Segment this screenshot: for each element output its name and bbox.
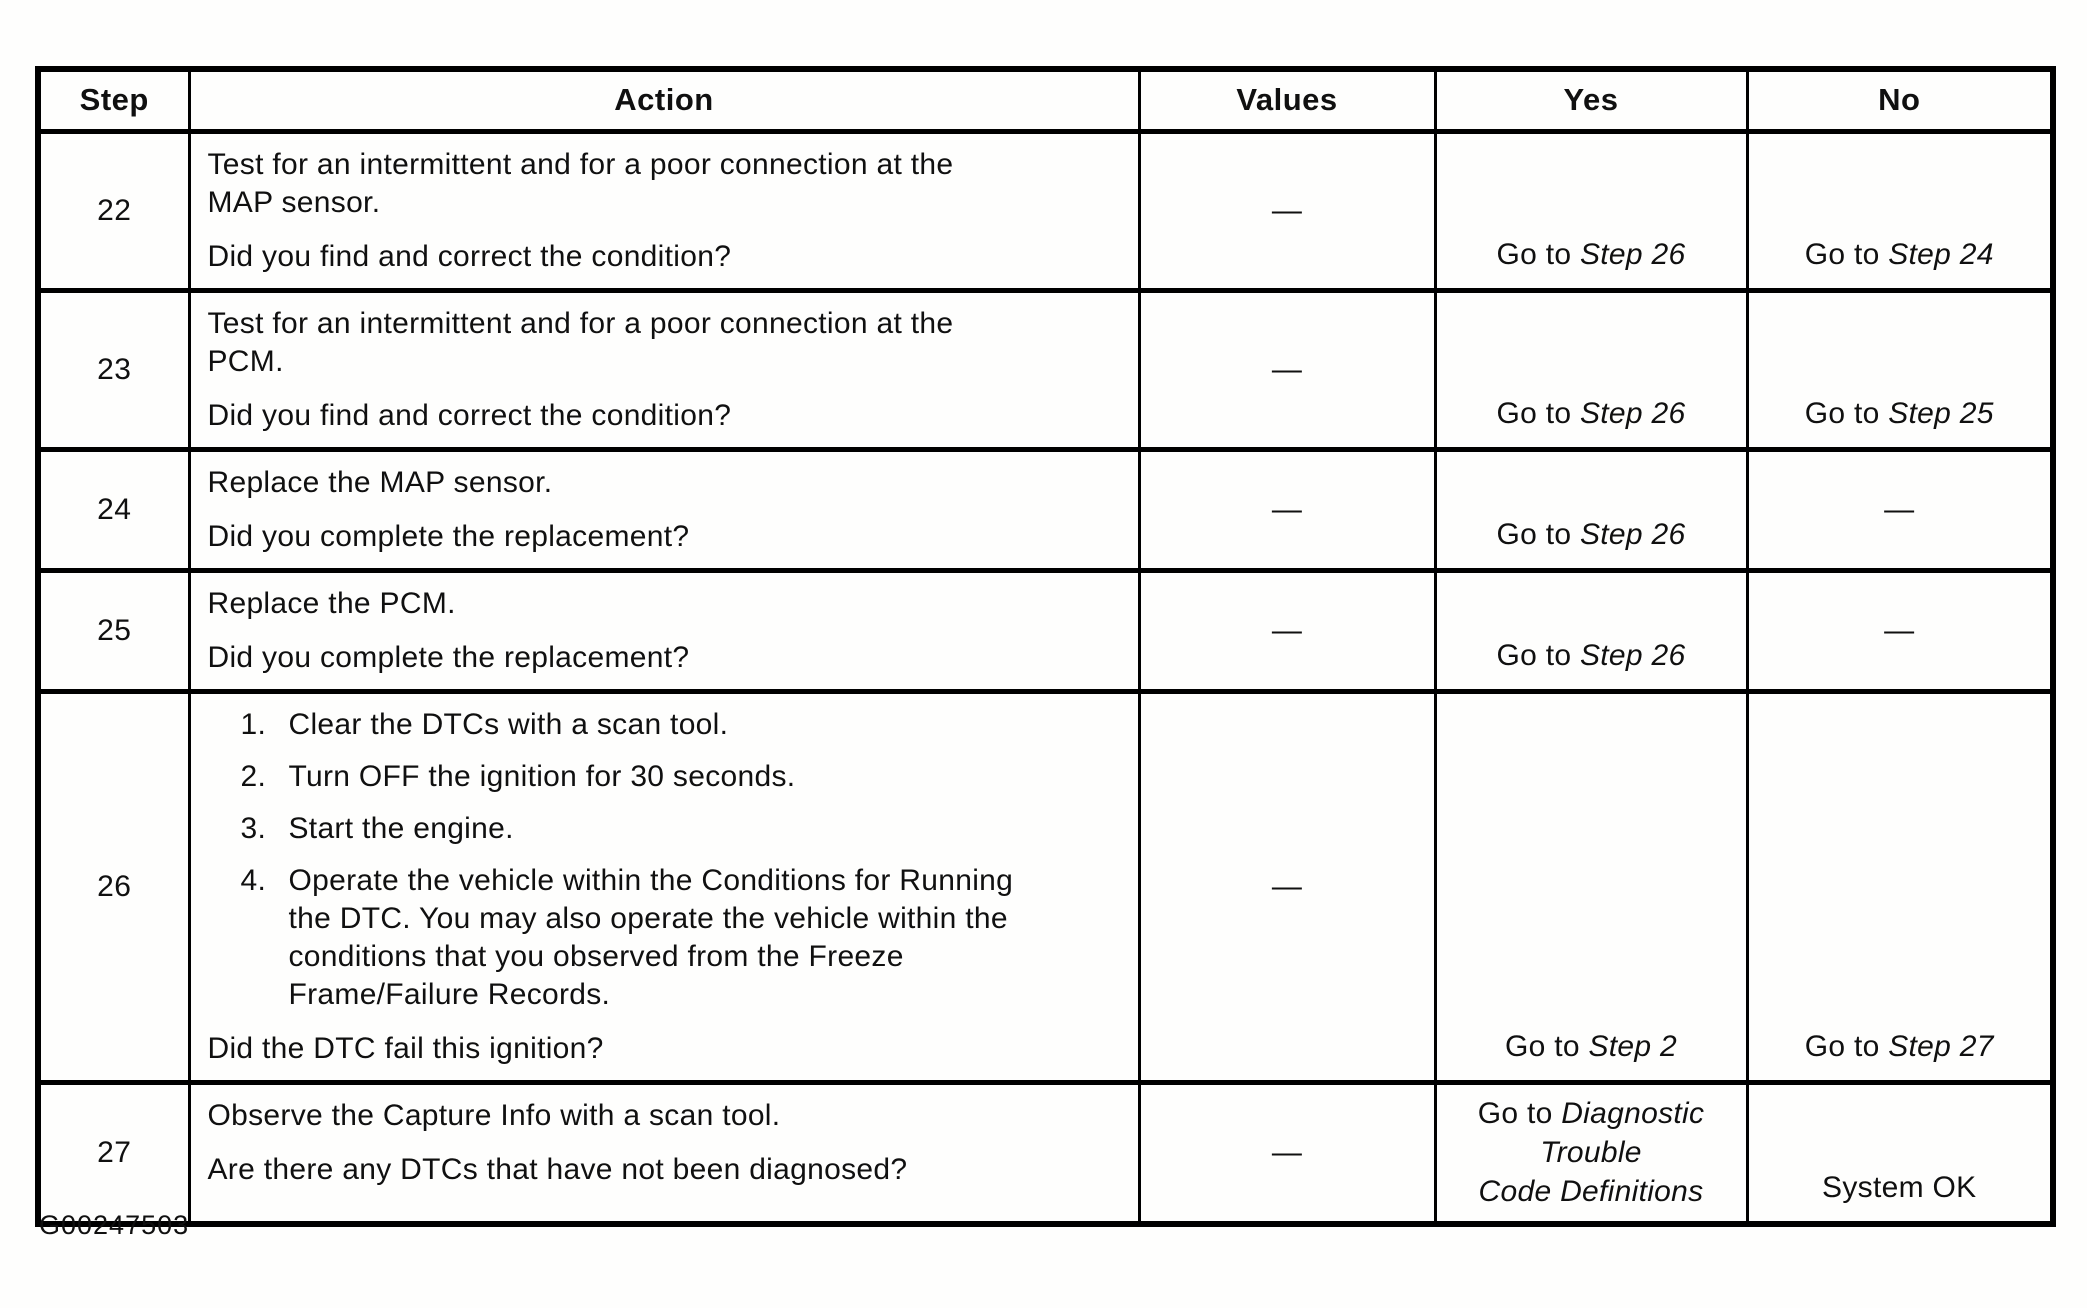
action-cell [189, 290, 1139, 449]
action-paragraph: Did you find and correct the condition? [207, 398, 732, 432]
table-row-step-25 [38, 570, 2053, 691]
action-paragraph: Observe the Capture Info with a scan tool. [207, 1098, 781, 1132]
table-body [38, 131, 2053, 1224]
list-item: 2. Turn OFF the ignition for 30 seconds. [240, 759, 796, 793]
values-cell: — [1139, 449, 1435, 570]
action-paragraph: Did the DTC fail this ignition? [207, 1031, 604, 1065]
yes-cell: Go to Step 26 [1435, 570, 1747, 691]
list-item: 3. Start the engine. [240, 811, 514, 845]
table-header [38, 69, 2053, 131]
yes-cell: Go to Step 2 [1435, 691, 1747, 1082]
action-cell [189, 131, 1139, 290]
step-number: 22 [38, 131, 189, 290]
yes-cell: Go to Step 26 [1435, 290, 1747, 449]
values-cell: — [1139, 290, 1435, 449]
table-row-step-26 [38, 691, 2053, 1082]
column-header-step: Step [38, 69, 189, 131]
action-numbered-list [241, 706, 1122, 1014]
action-cell [189, 570, 1139, 691]
table-row-step-22 [38, 131, 2053, 290]
yes-cell: Go to Step 26 [1435, 449, 1747, 570]
action-paragraph: Test for an intermittent and for a poor connection at the MAP sensor. [207, 147, 954, 219]
values-cell: — [1139, 570, 1435, 691]
no-cell: Go to Step 25 [1747, 290, 2053, 449]
action-paragraph: Replace the PCM. [207, 586, 456, 620]
action-cell [189, 449, 1139, 570]
step-number: 25 [38, 570, 189, 691]
diagnostic-table [35, 66, 2056, 1227]
action-paragraph: Test for an intermittent and for a poor connection at the PCM. [207, 306, 954, 378]
values-cell: — [1139, 131, 1435, 290]
table-row-step-23 [38, 290, 2053, 449]
values-cell: — [1139, 1082, 1435, 1224]
table-row-step-27 [38, 1082, 2053, 1224]
action-paragraph: Did you find and correct the condition? [207, 239, 732, 273]
step-number: 27 [38, 1082, 189, 1224]
action-paragraph: Replace the MAP sensor. [207, 465, 553, 499]
action-paragraph: Did you complete the replacement? [207, 519, 690, 553]
yes-cell: Go to Diagnostic Trouble Code Definitions [1435, 1082, 1747, 1224]
column-header-yes: Yes [1435, 69, 1747, 131]
action-cell [189, 1082, 1139, 1224]
no-cell: System OK [1747, 1082, 2053, 1224]
action-cell [189, 691, 1139, 1082]
step-number: 24 [38, 449, 189, 570]
column-header-action: Action [189, 69, 1139, 131]
figure-id-label: G00247503 [39, 1210, 190, 1240]
action-paragraph: Are there any DTCs that have not been diagnosed? [207, 1152, 908, 1186]
action-paragraph: Did you complete the replacement? [207, 640, 690, 674]
step-number: 23 [38, 290, 189, 449]
table-row-step-24 [38, 449, 2053, 570]
table-header-row [38, 69, 2053, 131]
values-cell: — [1139, 691, 1435, 1082]
no-cell: Go to Step 27 [1747, 691, 2053, 1082]
no-cell: — [1747, 570, 2053, 691]
column-header-no: No [1747, 69, 2053, 131]
step-number: 26 [38, 691, 189, 1082]
no-cell: — [1747, 449, 2053, 570]
yes-cell: Go to Step 26 [1435, 131, 1747, 290]
list-item: 4. Operate the vehicle within the Conditions for Running the DTC. You may also operate the vehicle within the conditions that you observed from the Freeze Frame/Failure Records. [240, 863, 1014, 1011]
no-cell: Go to Step 24 [1747, 131, 2053, 290]
list-item: 1. Clear the DTCs with a scan tool. [240, 707, 729, 741]
column-header-values: Values [1139, 69, 1435, 131]
